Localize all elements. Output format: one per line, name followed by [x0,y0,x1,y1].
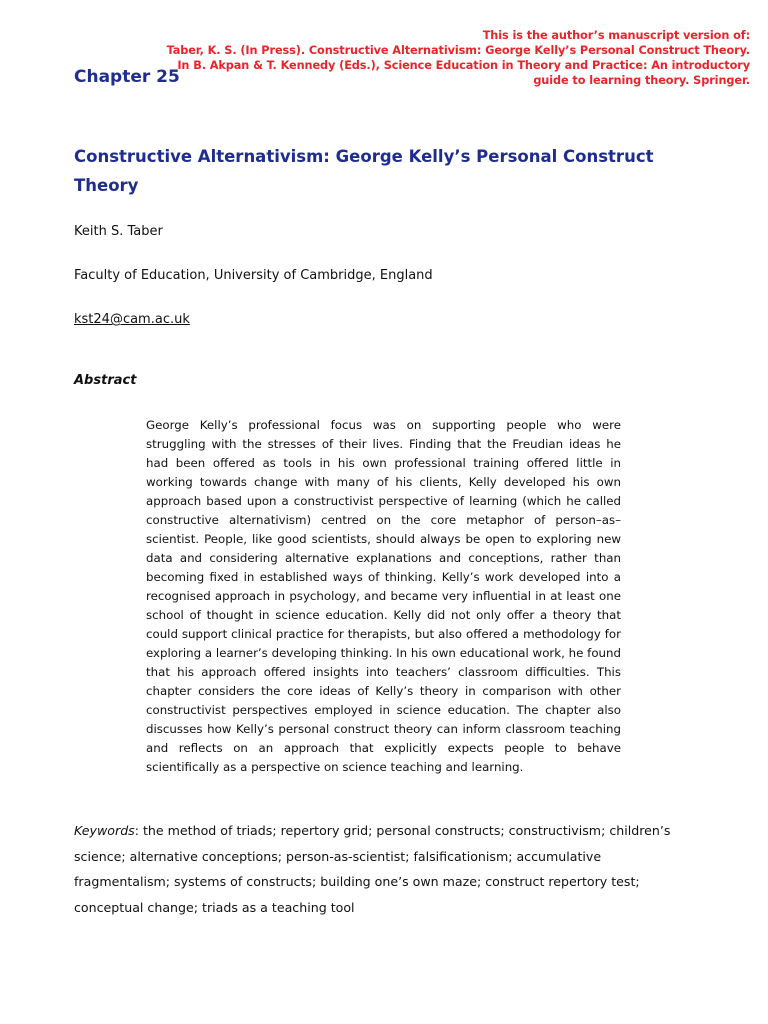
author-name: Keith S. Taber [74,224,163,239]
email-link[interactable]: kst24@cam.ac.uk [74,312,190,327]
notice-line: Taber, K. S. (In Press). Constructive Alternativism: George Kelly’s Personal Construct Theory. [166,44,750,57]
keywords-section [74,818,699,920]
keywords-label: Keywords [74,823,135,838]
abstract-body: George Kelly’s professional focus was on supporting people who were struggling with the stresses of their lives. Finding that the Freudian ideas he had been offered as tools in his own professional training offered little in working towards change with many of his clients, Kelly developed his own approach based upon a constructivist perspective of learning (which he called constructive alternativism) centred on the core metaphor of person–as–scientist. People, like good scientists, should always be open to exploring new data and considering alternative explanations and conceptions, rather than becoming fixed in established ways of thinking. Kelly’s work developed into a recognised approach in psychology, and became very influential in at least one school of thought in science education. Kelly did not only offer a theory that could support clinical practice for therapists, but also offered a methodology for exploring a learner’s developing thinking. In his own educational work, he found that his approach offered insights into teachers’ classroom difficulties. This chapter considers the core ideas of Kelly’s theory in comparison with other constructivist perspectives employed in science education. The chapter also discusses how Kelly’s personal construct theory can inform classroom teaching and reflects on an approach that explicitly expects people to behave scientifically as a perspective on science teaching and learning. [146,418,621,774]
manuscript-notice [150,28,750,88]
notice-line: In B. Akpan & T. Kennedy (Eds.), Science Education in Theory and Practice: An introductory [177,59,750,72]
abstract-heading: Abstract [74,373,137,388]
notice-line: guide to learning theory. Springer. [533,74,750,87]
notice-line: This is the author’s manuscript version of: [482,29,750,42]
author-affiliation: Faculty of Education, University of Cambridge, England [74,268,433,283]
keywords-text: : the method of triads; repertory grid; personal constructs; constructivism; children’s science; alternative conceptions; person-as-scientist; falsificationism; accumulative fragmentalism; systems of constructs; building one’s own maze; construct repertory test; conceptual change; triads as a teaching tool [74,823,671,915]
chapter-label: Chapter 25 [74,67,180,87]
chapter-title: Constructive Alternativism: George Kelly’s Personal Construct Theory [74,147,654,195]
